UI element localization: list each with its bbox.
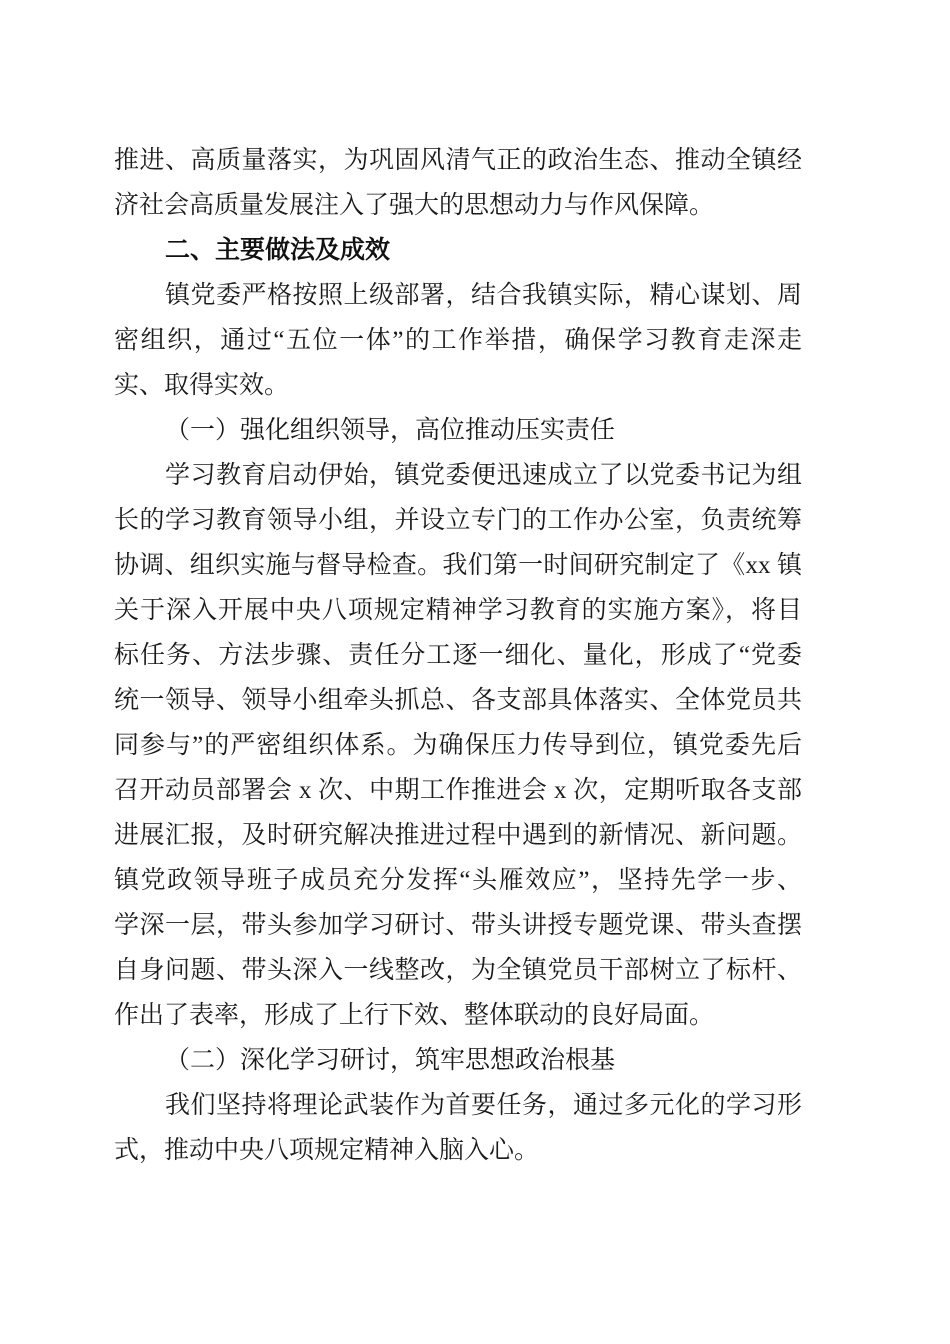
text-line: 镇党政领导班子成员充分发挥“头雁效应”，坚持先学一步、 — [114, 867, 802, 894]
paragraph — [114, 1083, 802, 1173]
text-line: 标任务、方法步骤、责任分工逐一细化、量化，形成了“党委 — [114, 642, 802, 669]
text-line: 式，推动中央八项规定精神入脑入心。 — [114, 1137, 540, 1164]
paragraph-continuation — [114, 138, 802, 228]
text-line: 同参与”的严密组织体系。为确保压力传导到位，镇党委先后 — [114, 732, 802, 759]
subsection-heading — [114, 1038, 802, 1083]
document-content — [114, 138, 802, 1173]
section-heading-text: 二、主要做法及成效 — [165, 236, 391, 264]
paragraph — [114, 453, 802, 1038]
text-line: 自身问题、带头深入一线整改，为全镇党员干部树立了标杆、 — [114, 957, 802, 984]
text-line: 密组织，通过“五位一体”的工作举措，确保学习教育走深走 — [114, 327, 802, 354]
subsection-heading-text: （一）强化组织领导，高位推动压实责任 — [165, 417, 616, 444]
text-line: 作出了表率，形成了上行下效、整体联动的良好局面。 — [114, 1002, 715, 1029]
text-line: 学习教育启动伊始，镇党委便迅速成立了以党委书记为组 — [165, 462, 802, 489]
paragraph — [114, 273, 802, 408]
subsection-heading — [114, 408, 802, 453]
text-line: 统一领导、领导小组牵头抓总、各支部具体落实、全体党员共 — [114, 687, 802, 714]
text-line: 关于深入开展中央八项规定精神学习教育的实施方案》，将目 — [114, 597, 802, 624]
text-line: 济社会高质量发展注入了强大的思想动力与作风保障。 — [114, 192, 715, 219]
section-heading — [114, 228, 802, 273]
text-line: 我们坚持将理论武装作为首要任务，通过多元化的学习形 — [165, 1092, 802, 1119]
text-line: 学深一层，带头参加学习研讨、带头讲授专题党课、带头查摆 — [114, 912, 802, 939]
text-line: 推进、高质量落实，为巩固风清气正的政治生态、推动全镇经 — [114, 147, 802, 174]
text-line: 召开动员部署会 x 次、中期工作推进会 x 次，定期听取各支部 — [114, 777, 802, 804]
text-line: 进展汇报，及时研究解决推进过程中遇到的新情况、新问题。 — [114, 822, 802, 849]
text-line: 长的学习教育领导小组，并设立专门的工作办公室，负责统筹 — [114, 507, 802, 534]
text-line: 实、取得实效。 — [114, 372, 290, 399]
text-line: 镇党委严格按照上级部署，结合我镇实际，精心谋划、周 — [165, 282, 802, 309]
text-line: 协调、组织实施与督导检查。我们第一时间研究制定了《xx 镇 — [114, 552, 802, 579]
subsection-heading-text: （二）深化学习研讨，筑牢思想政治根基 — [165, 1047, 616, 1074]
